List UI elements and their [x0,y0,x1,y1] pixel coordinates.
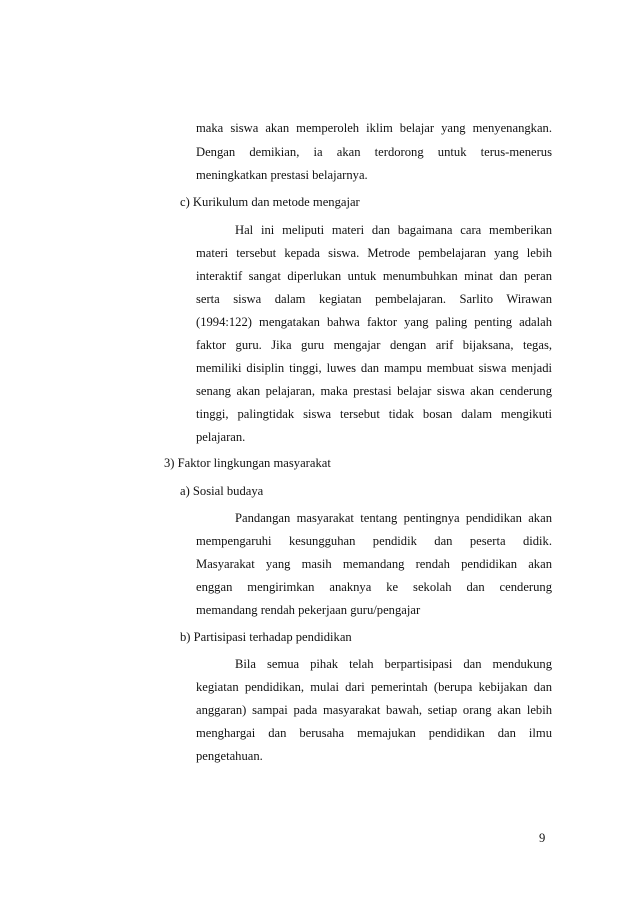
kurikulum-line-9: tinggi, palingtidak siswa tersebut tidak bosan dalam mengikuti [196,407,552,421]
kurikulum-line-5: (1994:122) mengatakan bahwa faktor yang paling penting adalah [196,315,552,329]
kurikulum-line-3: interaktif sangat diperlukan untuk menumbuhkan minat dan peran [196,269,552,283]
kurikulum-line-2: materi tersebut kepada siswa. Metrode pembelajaran yang lebih [196,246,552,260]
kurikulum-line-6: faktor guru. Jika guru mengajar dengan arif bijaksana, tegas, [196,338,552,352]
sosial-line-5: memandang rendah pekerjaan guru/pengajar [196,603,421,617]
partisipasi-line-3: anggaran) sampai pada masyarakat bawah, setiap orang akan lebih [196,703,552,717]
partisipasi-line-4: menghargai dan berusaha memajukan pendidikan dan ilmu [196,726,552,740]
partisipasi-line-2: kegiatan pendidikan, mulai dari pemerintah (berupa kebijakan dan [196,680,552,694]
intro-line-1: maka siswa akan memperoleh iklim belajar yang menyenangkan. [196,121,552,135]
kurikulum-line-7: memiliki disiplin tinggi, luwes dan mampu membuat siswa menjadi [196,361,552,375]
kurikulum-line-1: Hal ini meliputi materi dan bagaimana cara memberikan [235,223,552,237]
kurikulum-line-4: serta siswa dalam kegiatan pembelajaran. Sarlito Wirawan [196,292,552,306]
heading-sosial-budaya: a) Sosial budaya [180,484,264,498]
sosial-line-2: mempengaruhi kesungguhan pendidik dan peserta didik. [196,534,552,548]
page-number: 9 [539,831,546,845]
partisipasi-line-5: pengetahuan. [196,749,263,763]
kurikulum-line-10: pelajaran. [196,430,246,444]
sosial-line-1: Pandangan masyarakat tentang pentingnya pendidikan akan [235,511,552,525]
sosial-line-4: enggan mengirimkan anaknya ke sekolah dan cenderung [196,580,552,594]
heading-kurikulum: c) Kurikulum dan metode mengajar [180,195,360,209]
heading-lingkungan-masyarakat: 3) Faktor lingkungan masyarakat [164,456,331,470]
intro-line-2: Dengan demikian, ia akan terdorong untuk terus-menerus [196,145,552,159]
intro-line-3: meningkatkan prestasi belajarnya. [196,168,368,182]
partisipasi-line-1: Bila semua pihak telah berpartisipasi dan mendukung [235,657,552,671]
kurikulum-line-8: senang akan pelajaran, maka prestasi belajar siswa akan cenderung [196,384,552,398]
sosial-line-3: Masyarakat yang masih memandang rendah pendidikan akan [196,557,552,571]
heading-partisipasi: b) Partisipasi terhadap pendidikan [180,630,352,644]
